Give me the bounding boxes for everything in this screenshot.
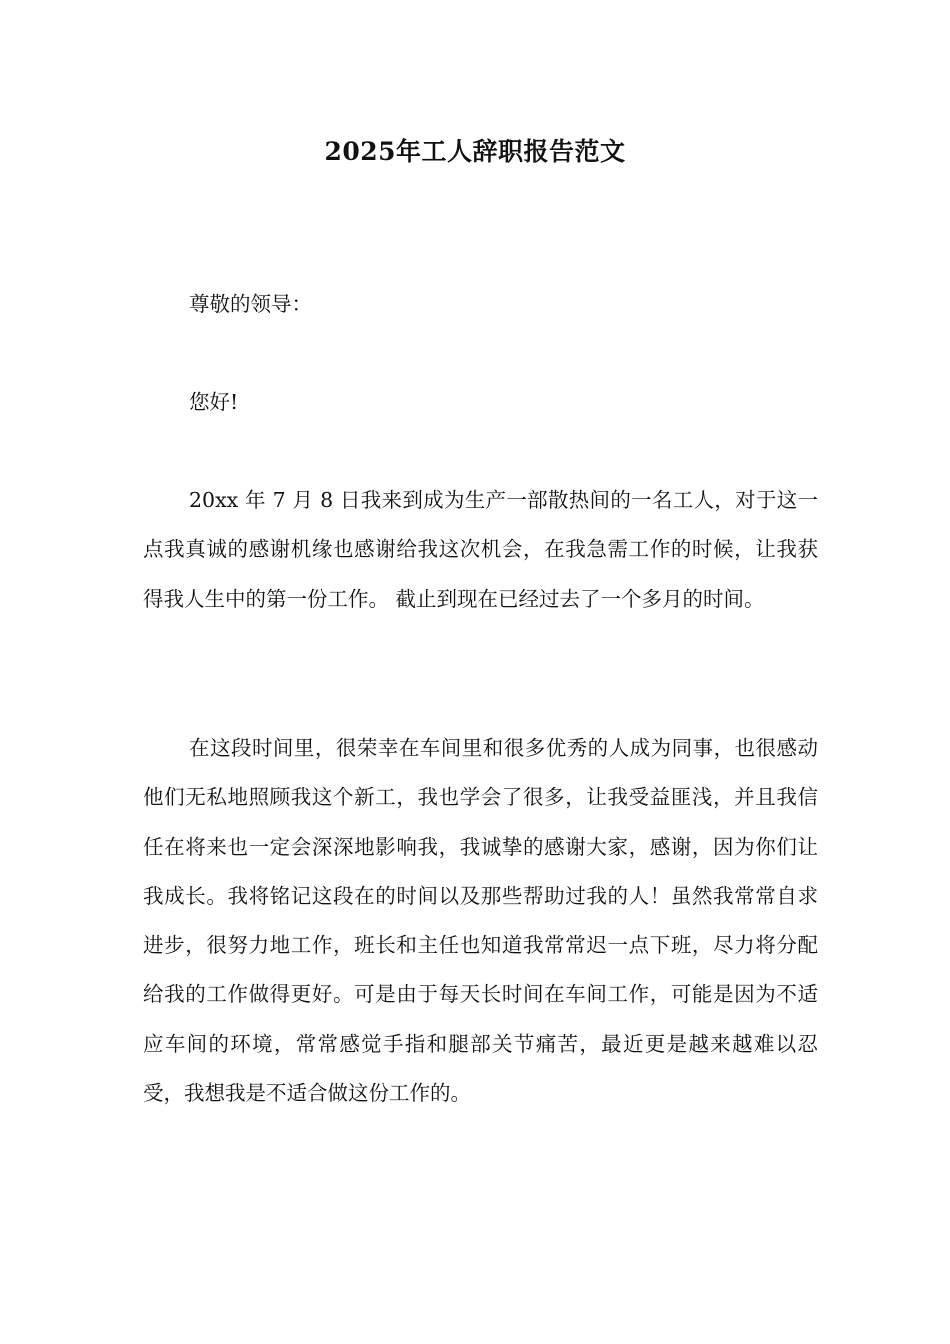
salutation-paragraph: 尊敬的领导： [189, 292, 312, 316]
greeting-paragraph: 您好! [189, 390, 239, 414]
body-paragraph-2: 在这段时间里，很荣幸在车间里和很多优秀的人成为同事，也很感动他们无私地照顾我这个新工，我也学会了很多，让我受益匪浅，并且我信任在将来也一定会深深地影响我，我诚挚的感谢大家，感谢，因为你们让我成长。我将铭记这段在的时间以及那些帮助过我的人！虽然我常常自求进步，很努力地工作，班长和主任也知道我常常迟一点下班，尽力将分配给我的工作做得更好。可是由于每天长时间在车间工作，可能是因为不适应车间的环境，常常感觉手指和腿部关节痛苦，最近更是越来越难以忍受，我想我是不适合做这份工作的。 [143, 736, 818, 1106]
body-paragraph-1: 20xx 年 7 月 8 日我来到成为生产一部散热间的一名工人，对于这一点我真诚的感谢机缘也感谢给我这次机会，在我急需工作的时候，让我获得我人生中的第一份工作。 截止到现在已经过去了一个多月的时间。 [143, 488, 818, 611]
document-title: 2025年工人辞职报告范文 [324, 137, 626, 166]
